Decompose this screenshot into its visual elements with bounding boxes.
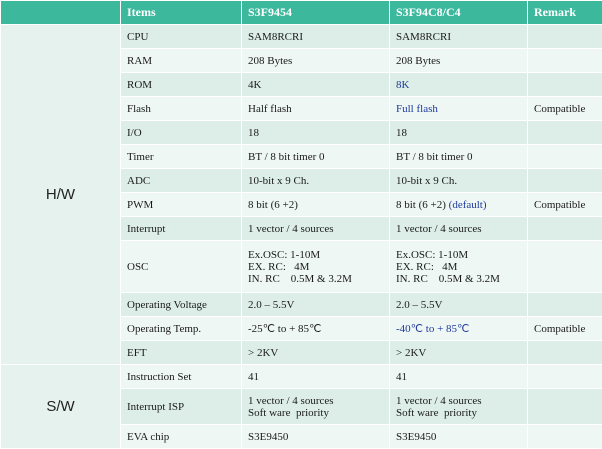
row-value-a: 2.0 – 5.5V [242, 293, 390, 317]
header-remark: Remark [528, 1, 602, 25]
row-remark [528, 217, 602, 241]
row-remark: Compatible [528, 317, 602, 341]
row-remark [528, 365, 602, 389]
row-item: Interrupt [121, 217, 242, 241]
row-value-b: 208 Bytes [390, 49, 528, 73]
row-remark [528, 389, 602, 425]
row-value-a: > 2KV [242, 341, 390, 365]
row-value-b: 41 [390, 365, 528, 389]
row-value-a: S3E9450 [242, 425, 390, 449]
row-value-b: 8K [390, 73, 528, 97]
row-item: CPU [121, 25, 242, 49]
row-value-a: 1 vector / 4 sources [242, 217, 390, 241]
row-item: EFT [121, 341, 242, 365]
row-value-b: 1 vector / 4 sources Soft ware priority [390, 389, 528, 425]
header-s3f94c8: S3F94C8/C4 [390, 1, 528, 25]
row-item: PWM [121, 193, 242, 217]
row-value-a: -25℃ to + 85℃ [242, 317, 390, 341]
row-value-a: BT / 8 bit timer 0 [242, 145, 390, 169]
row-item: EVA chip [121, 425, 242, 449]
row-remark [528, 169, 602, 193]
row-remark [528, 25, 602, 49]
row-value-b: -40℃ to + 85℃ [390, 317, 528, 341]
row-remark: Compatible [528, 193, 602, 217]
row-value-a: 4K [242, 73, 390, 97]
row-value-a: 18 [242, 121, 390, 145]
table-row [1, 365, 602, 389]
row-item: RAM [121, 49, 242, 73]
row-item: ROM [121, 73, 242, 97]
header-row [1, 1, 602, 25]
row-value-a: 208 Bytes [242, 49, 390, 73]
row-value-a: 1 vector / 4 sources Soft ware priority [242, 389, 390, 425]
row-item: Timer [121, 145, 242, 169]
row-value-a: Ex.OSC: 1-10M EX. RC: 4M IN. RC 0.5M & 3.2M [242, 241, 390, 293]
row-item: Flash [121, 97, 242, 121]
row-remark: Compatible [528, 97, 602, 121]
row-remark [528, 145, 602, 169]
row-value-b: 10-bit x 9 Ch. [390, 169, 528, 193]
row-value-b: BT / 8 bit timer 0 [390, 145, 528, 169]
group-label-sw: S/W [1, 365, 121, 449]
row-item: ADC [121, 169, 242, 193]
row-value-b: S3E9450 [390, 425, 528, 449]
row-remark [528, 73, 602, 97]
header-s3f9454: S3F9454 [242, 1, 390, 25]
row-value-a: 8 bit (6 +2) [242, 193, 390, 217]
row-remark [528, 49, 602, 73]
row-item: OSC [121, 241, 242, 293]
row-value-b: 18 [390, 121, 528, 145]
row-remark [528, 293, 602, 317]
row-remark [528, 121, 602, 145]
row-value-a: SAM8RCRI [242, 25, 390, 49]
row-value-a: 10-bit x 9 Ch. [242, 169, 390, 193]
row-remark [528, 341, 602, 365]
pwm-default-tag: (default) [449, 199, 487, 211]
header-group [1, 1, 121, 25]
row-item: I/O [121, 121, 242, 145]
pwm-value-b: 8 bit (6 +2) [396, 199, 449, 211]
group-label-hw: H/W [1, 25, 121, 365]
row-value-b: SAM8RCRI [390, 25, 528, 49]
row-value-b [390, 193, 528, 217]
row-remark [528, 425, 602, 449]
row-value-a: 41 [242, 365, 390, 389]
row-item: Operating Temp. [121, 317, 242, 341]
row-remark [528, 241, 602, 293]
row-value-b: 2.0 – 5.5V [390, 293, 528, 317]
row-value-b: > 2KV [390, 341, 528, 365]
row-value-b: Full flash [390, 97, 528, 121]
header-items: Items [121, 1, 242, 25]
table-row [1, 25, 602, 49]
row-item: Instruction Set [121, 365, 242, 389]
row-value-b: Ex.OSC: 1-10M EX. RC: 4M IN. RC 0.5M & 3.2M [390, 241, 528, 293]
row-value-a: Half flash [242, 97, 390, 121]
row-value-b: 1 vector / 4 sources [390, 217, 528, 241]
row-item: Interrupt ISP [121, 389, 242, 425]
row-item: Operating Voltage [121, 293, 242, 317]
